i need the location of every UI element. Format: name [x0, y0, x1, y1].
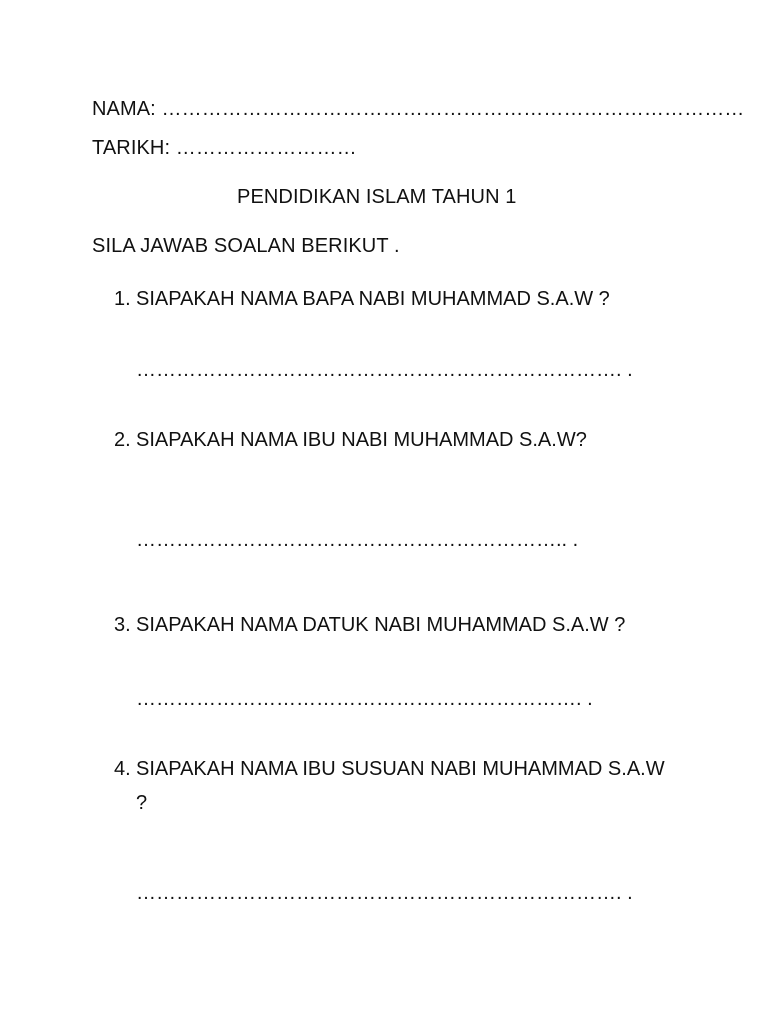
- question-3-text: SIAPAKAH NAMA DATUK NABI MUHAMMAD S.A.W ?: [136, 614, 626, 636]
- question-4-number: 4.: [114, 758, 131, 780]
- tarikh-field: TARIKH: ………………………: [92, 137, 357, 159]
- question-1-answer-line: ………………………………………………………………. .: [136, 359, 633, 381]
- instruction-text: SILA JAWAB SOALAN BERIKUT .: [92, 235, 400, 257]
- question-2-number: 2.: [114, 429, 131, 451]
- question-2-answer-line: ……………………………………………………….. .: [136, 529, 579, 551]
- question-3-answer-line: …………………………………………………………. .: [136, 688, 593, 710]
- page-title: PENDIDIKAN ISLAM TAHUN 1: [237, 186, 517, 208]
- question-3-number: 3.: [114, 614, 131, 636]
- question-2-text: SIAPAKAH NAMA IBU NABI MUHAMMAD S.A.W?: [136, 429, 587, 451]
- question-1-text: SIAPAKAH NAMA BAPA NABI MUHAMMAD S.A.W ?: [136, 288, 610, 310]
- question-4-answer-line: ………………………………………………………………. .: [136, 882, 633, 904]
- question-1-number: 1.: [114, 288, 131, 310]
- question-4-text: SIAPAKAH NAMA IBU SUSUAN NABI MUHAMMAD S.A.W ?: [136, 758, 665, 814]
- nama-field: NAMA: ……………………………………………………………………………: [92, 98, 745, 120]
